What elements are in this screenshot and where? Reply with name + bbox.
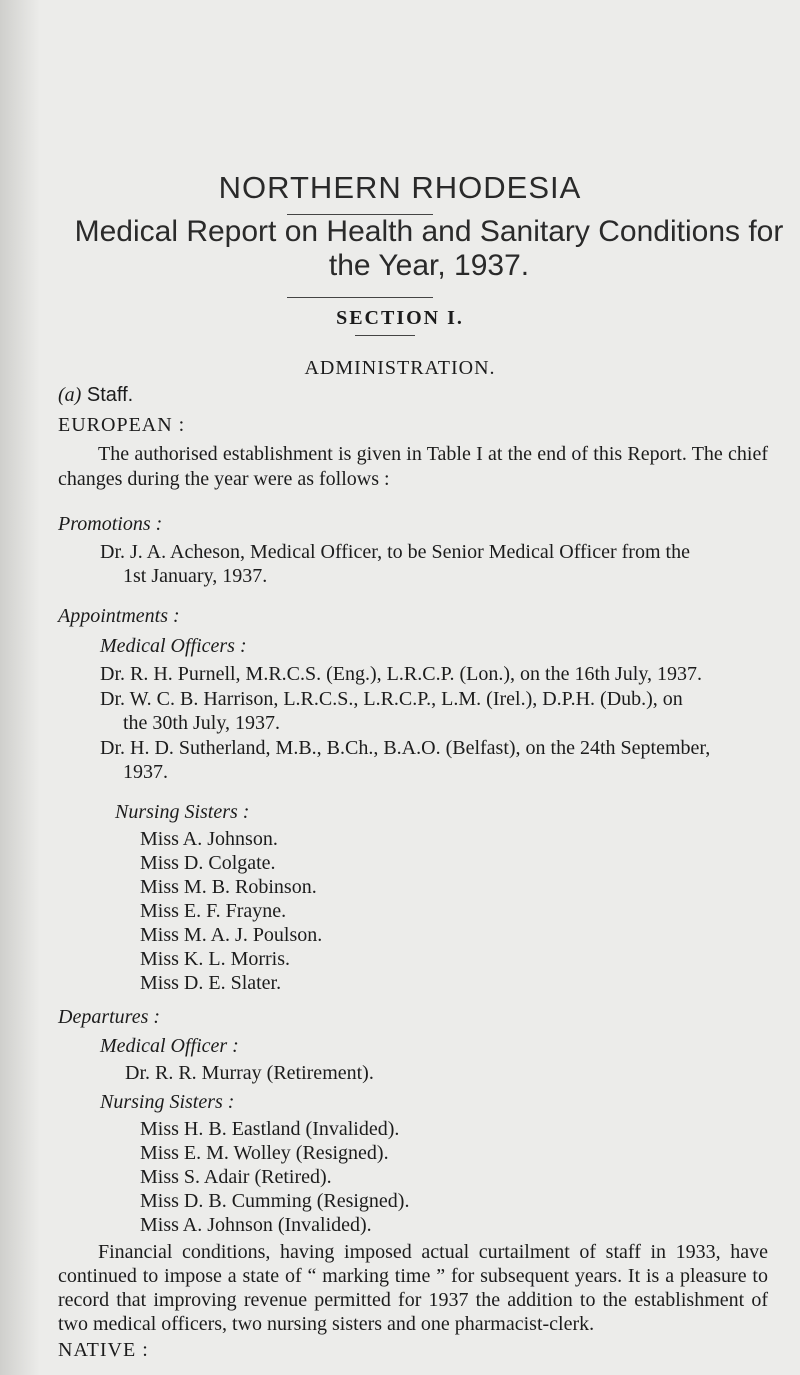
- appointment-harrison-date: the 30th July, 1937.: [123, 712, 281, 734]
- promotion-line-2: 1st January, 1937.: [123, 565, 268, 587]
- departure-murray: Dr. R. R. Murray (Retirement).: [125, 1062, 374, 1084]
- appointments-nursing-sisters-heading: Nursing Sisters :: [115, 801, 250, 823]
- list-item: Miss H. B. Eastland (Invalided).: [140, 1118, 400, 1140]
- list-item: Miss D. E. Slater.: [140, 972, 282, 994]
- european-heading: EUROPEAN :: [58, 414, 186, 436]
- list-item: Miss M. B. Robinson.: [140, 876, 317, 898]
- heading-rule-middle: [287, 297, 433, 298]
- appointment-sutherland: Dr. H. D. Sutherland, M.B., B.Ch., B.A.O. (Belfast), on the 24th September,: [100, 737, 711, 759]
- list-item: Miss S. Adair (Retired).: [140, 1166, 332, 1188]
- staff-label: Staff.: [86, 384, 134, 406]
- list-item: Miss D. B. Cumming (Resigned).: [140, 1190, 410, 1212]
- departures-medical-officer-heading: Medical Officer :: [100, 1035, 239, 1057]
- native-heading: NATIVE :: [58, 1339, 149, 1361]
- appointment-harrison: Dr. W. C. B. Harrison, L.R.C.S., L.R.C.P., L.M. (Irel.), D.P.H. (Dub.), on: [100, 688, 683, 710]
- country-heading: NORTHERN RHODESIA: [218, 170, 582, 205]
- list-item: Miss E. F. Frayne.: [140, 900, 287, 922]
- financial-paragraph: Financial conditions, having imposed actual curtailment of staff in 1933, have continued to impose a state of “ marking time ” for subsequent years. It is a pleasure to record that improving revenue permitted for 1937 the addition to the establishment of two medical officers, two nursing sisters and one pharmacist-clerk.: [58, 1241, 768, 1335]
- appointments-medical-officers-heading: Medical Officers :: [100, 635, 247, 657]
- list-item: Miss K. L. Morris.: [140, 948, 291, 970]
- list-item: Miss E. M. Wolley (Resigned).: [140, 1142, 389, 1164]
- section-label: SECTION I.: [336, 307, 464, 329]
- promotions-heading: Promotions :: [58, 513, 163, 535]
- appointments-heading: Appointments :: [58, 605, 180, 627]
- departures-heading: Departures :: [58, 1006, 161, 1028]
- establishment-paragraph: The authorised establishment is given in Table I at the end of this Report. The chief changes during the year were as follows :: [58, 443, 768, 490]
- page-edge-shadow: [0, 0, 40, 1375]
- list-item: Miss A. Johnson.: [140, 828, 278, 850]
- heading-rule-bottom: [355, 335, 415, 336]
- list-item: Miss A. Johnson (Invalided).: [140, 1214, 372, 1236]
- promotion-line-1: Dr. J. A. Acheson, Medical Officer, to be Senior Medical Officer from the: [100, 541, 690, 563]
- staff-marker: (a): [58, 384, 82, 406]
- list-item: Miss D. Colgate.: [140, 852, 276, 874]
- report-title: Medical Report on Health and Sanitary Conditions for the Year, 1937.: [74, 215, 784, 282]
- appointment-sutherland-date: 1937.: [123, 761, 168, 783]
- appointment-purnell: Dr. R. H. Purnell, M.R.C.S. (Eng.), L.R.C.P. (Lon.), on the 16th July, 1937.: [100, 663, 703, 685]
- chapter-heading: ADMINISTRATION.: [304, 357, 496, 379]
- departures-nursing-sisters-heading: Nursing Sisters :: [100, 1091, 235, 1113]
- staff-heading: [58, 384, 133, 407]
- list-item: Miss M. A. J. Poulson.: [140, 924, 323, 946]
